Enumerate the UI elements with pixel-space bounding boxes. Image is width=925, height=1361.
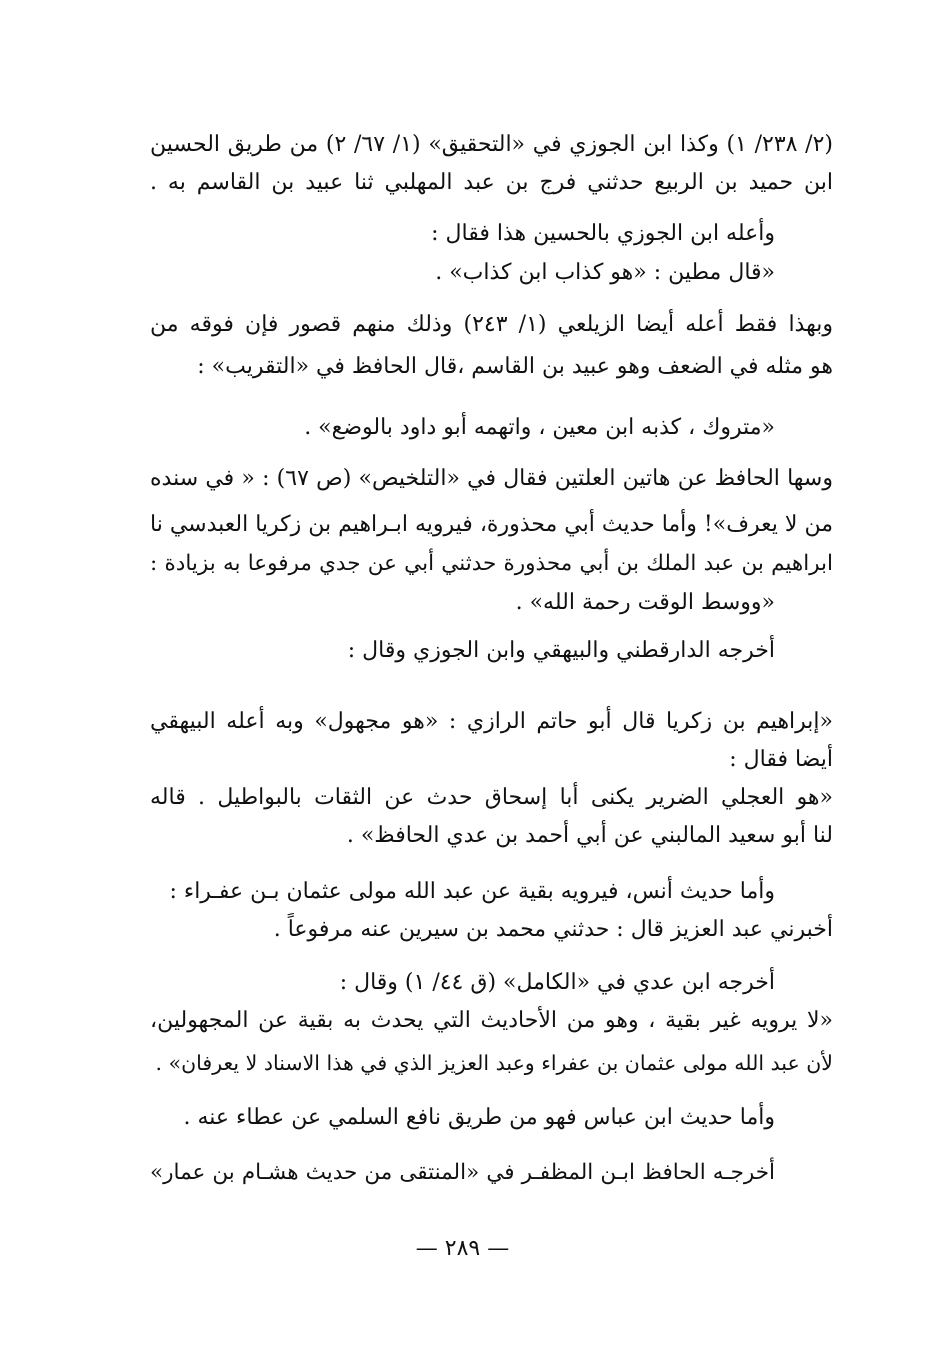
text-line: وأما حديث ابن عباس فهو من طريق نافع السلمي عن عطاء عنه .	[183, 1105, 775, 1130]
text-line: «إبراهيم بن زكريا قال أبو حاتم الرازي : «هو مجهول» وبه أعله البيهقي	[150, 709, 833, 734]
text-line: أخرجه ابن عدي في «الكامل» (ق ٤٤/ ١) وقال :	[339, 970, 775, 995]
text-line: لنا أبو سعيد المالبني عن أبي أحمد بن عدي الحافظ» .	[346, 823, 833, 848]
text-line: «هو العجلي الضرير يكنى أبا إسحاق حدث عن الثقات بالبواطيل . قاله	[150, 785, 833, 810]
text-line: أخبرني عبد العزيز قال : حدثني محمد بن سيرين عنه مرفوعاً .	[273, 917, 833, 942]
text-line: وسها الحافظ عن هاتين العلتين فقال في «التلخيص» (ص ٦٧) : « في سنده	[150, 466, 833, 491]
text-line: «لا يرويه غير بقية ، وهو من الأحاديث التي يحدث به بقية عن المجهولين،	[150, 1008, 833, 1033]
text-line: ابراهيم بن عبد الملك بن أبي محذورة حدثني أبي عن جدي مرفوعا به بزيادة :	[150, 551, 833, 576]
text-line: أخرجه الدارقطني والبيهقي وابن الجوزي وقال :	[347, 638, 775, 663]
text-line: هو مثله في الضعف وهو عبيد بن القاسم ،قال الحافظ في «التقريب» :	[197, 354, 833, 379]
text-line: ابن حميد بن الربيع حدثني فرج بن عبد المهلبي ثنا عبيد بن القاسم به .	[150, 170, 833, 195]
page-number: — ٢٨٩ —	[415, 1236, 510, 1261]
text-line: «ووسط الوقت رحمة الله» .	[515, 590, 775, 615]
text-line: (٢/ ٢٣٨/ ١) وكذا ابن الجوزي في «التحقيق» (١/ ٦٧/ ٢) من طريق الحسين	[150, 132, 834, 157]
text-line: وأما حديث أنس، فيرويه بقية عن عبد الله مولى عثمان بـن عفـراء :	[169, 879, 775, 904]
text-line: أخرجـه الحافظ ابـن المظفـر في «المنتقى من حديث هشـام بن عمار»	[150, 1160, 775, 1185]
text-line: لأن عبد الله مولى عثمان بن عفراء وعبد العزيز الذي في هذا الاسناد لا يعرفان» .	[155, 1051, 833, 1075]
text-line: وأعله ابن الجوزي بالحسين هذا فقال :	[431, 221, 775, 246]
text-line: أيضا فقال :	[729, 747, 833, 772]
text-line: وبهذا فقط أعله أيضا الزيلعي (١/ ٢٤٣) وذلك منهم قصور فإن فوقه من	[150, 312, 833, 337]
text-line: «متروك ، كذبه ابن معين ، واتهمه أبو داود بالوضع» .	[304, 415, 775, 440]
text-line: «قال مطين : «هو كذاب ابن كذاب» .	[435, 260, 775, 285]
text-line: من لا يعرف»! وأما حديث أبي محذورة، فيرويه ابـراهيم بن زكريا العبدسي نا	[150, 512, 833, 537]
